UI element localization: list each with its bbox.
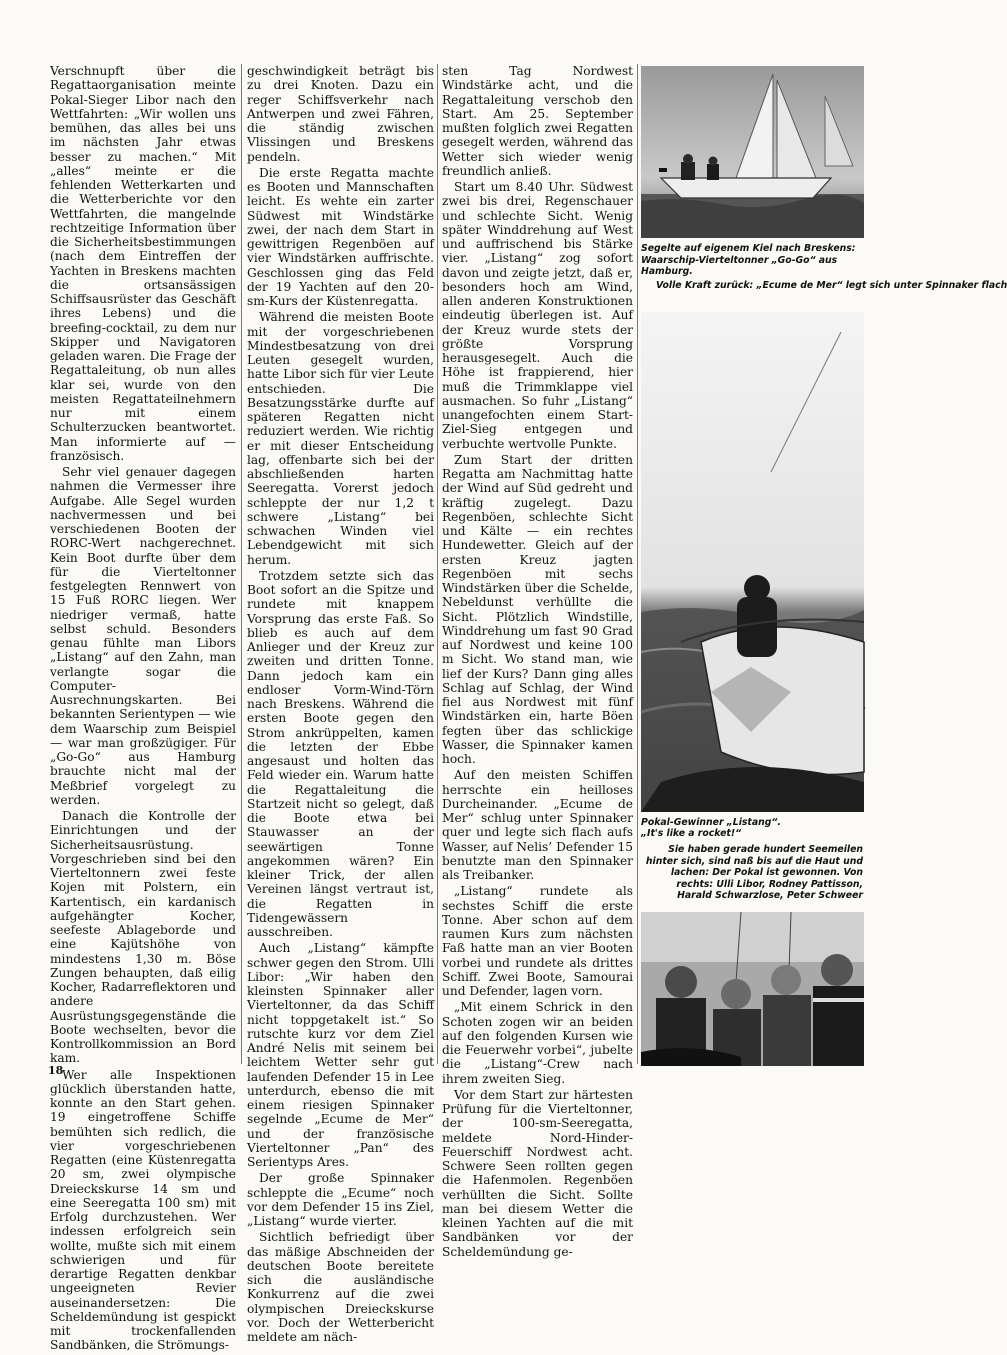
caption-ecume: Volle Kraft zurück: „Ecume de Mer“ legt sich unter Spinnaker flach: [656, 280, 1007, 291]
paragraph: Der große Spinnaker schleppte die „Ecume“ noch vor dem Defender 15 ins Ziel, „Listang“ wurde vierter.: [247, 1171, 434, 1228]
caption-listang-2: „It's like a rocket!“: [641, 828, 742, 839]
paragraph: Verschnupft über die Regattaorganisation meinte Pokal-Sieger Libor nach den Wettfahrten: „Wir wollen uns bemühen, das alles bei uns im nächsten Jahr etwas besser zu machen.“ Mit „alles“ meinte er die fehlenden Wetterkarten und die Wetterberichte vor den Wettfahrten, die mangelnde rechtzeitige Information über die Sicherheitsbestimmungen (nach dem Eintreffen der Yachten in Breskens machten die ortsansässigen Schiffsausrüster das Geschäft ihres Lebens) und die breefing-cocktail, zu dem nur Skipper und Navigatoren geladen waren. Die Frage der Regattaleitung, ob nun alles klar sei, wurde von den meisten Regattateilnehmern nur mit einem Schulterzucken beantwortet. Man informierte auf — französisch.: [50, 64, 236, 463]
paragraph: Die erste Regatta machte es Booten und Mannschaften leicht. Es wehte ein zarter Südwest mit Windstärke zwei, der nach dem Start in gewittrigen Regenböen auf vier Windstärken auffrischte. Geschlossen ging das Feld der 19 Yachten auf den 20-sm-Kurs der Küstenregatta.: [247, 165, 434, 308]
paragraph: Vor dem Start zur härtesten Prüfung für die Vierteltonner, der 100-sm-Seeregatta, meldete Nord-Hinder-Feuerschiff Nordwest acht. Schwere Seen rollten gegen die Hafenmolen. Regenböen verhüllten die Sicht. Sollte man bei diesem Wetter die kleinen Yachten auf die mit Sandbänken vor der Scheldemündung ge-: [442, 1087, 633, 1259]
paragraph: Zum Start der dritten Regatta am Nachmittag hatte der Wind auf Süd gedreht und kräftig zugelegt. Dazu Regenböen, schlechte Sicht und Kälte — ein rechtes Hundewetter. Gleich auf der ersten Kreuz jagten Regenböen mit sechs Windstärken über die Schelde, Nebeldunst verhüllte die Sicht. Plötzlich Windstille, Winddrehung um fast 90 Grad auf Nordwest und keine 100 m Sicht. Wo stand man, wie lief der Kurs? Dann ging alles Schlag auf Schlag, der Wind fiel aus Nordwest mit fünf Windstärken ein, harte Böen fegten über das schlickige Wasser, die Spinnaker kamen hoch.: [442, 452, 633, 766]
paragraph: Trotzdem setzte sich das Boot sofort an die Spitze und rundete mit knappem Vorsprung das erste Faß. So blieb es auch auf dem Anlieger und der Kreuz zur zweiten und dritten Tonne. Dann jedoch kam ein endloser Vorm-Wind-Törn nach Breskens. Während die ersten Boote gegen den Strom ankrüppelten, kamen die letzten der Ebbe angesaust und holten das Feld wieder ein. Warum hatte die Regattaleitung die Startzeit nicht so gelegt, daß die Boote etwa bei Stauwasser an der seewärtigen Tonne angekommen wären? Ein kleiner Trick, der allen Vereinen längst vertraut ist, die Regatten in Tidengewässern ausschreiben.: [247, 568, 434, 939]
column-rule: [241, 64, 242, 1064]
paragraph: Wer alle Inspektionen glücklich überstanden hatte, konnte an den Start gehen. 19 eingetroffene Schiffe bemühten sich redlich, die vier vorgeschriebenen Regatten (eine Küstenregatta 20 sm, zwei olympische Dreieckskurse 14 sm und eine Seeregatta 100 sm) mit Erfolg durchzustehen. Wer indessen erfolgreich sein wollte, mußte sich mit einem schwierigen und für derartige Regatten denkbar ungeeigneten Revier auseinandersetzen: Die Scheldemündung ist gespickt mit trockenfallenden Sandbänken, die Strömungs-: [50, 1067, 236, 1353]
paragraph: sten Tag Nordwest Windstärke acht, und die Regattaleitung verschob den Start. Am 25. September mußten folglich zwei Regatten gesegelt werden, während das Wetter sich wieder wenig freundlich anließ.: [442, 64, 633, 178]
paragraph: Während die meisten Boote mit der vorgeschriebenen Mindestbesatzung von drei Leuten gesegelt wurden, hatte Libor sich für vier Leute entschieden. Die Besatzungsstärke durfte auf späteren Regatten nicht reduziert werden. Wie richtig er mit dieser Entscheidung lag, offenbarte sich bei der abschließenden harten Seeregatta. Vorerst jedoch schleppte der nur 1,2 t schwere „Listang“ bei schwachen Winden viel Lebendgewicht mit sich herum.: [247, 310, 434, 567]
column-rule: [437, 64, 438, 1064]
article-column-3: [442, 64, 633, 1261]
paragraph: Danach die Kontrolle der Einrichtungen und der Sicherheitsausrüstung. Vorgeschrieben sind bei den Vierteltonnern zwei feste Kojen mit Polstern, ein Kartentisch, ein kardanisch aufgehängter Kocher, seefeste Ablageborde und eine Kajütshöhe von mindestens 1,30 m. Böse Zungen behaupten, daß eilig Kocher, Radarreflektoren und andere Ausrüstungsgegenstände die Boote wechselten, bevor die Kontrollkommission an Bord kam.: [50, 809, 236, 1066]
caption-go-go: Segelte auf eigenem Kiel nach Breskens: Waarschip-Vierteltonner „Go-Go“ aus Hamburg.: [641, 243, 856, 277]
paragraph: Sichtlich befriedigt über das mäßige Abschneiden der deutschen Boote bereitete sich die ausländische Konkurrenz auf die zwei olympischen Dreieckskurse vor. Doch der Wetterbericht meldete am näch-: [247, 1230, 434, 1344]
photo-go-go-sailboat: [641, 66, 864, 238]
article-column-2: [247, 64, 434, 1346]
article-column-1: [50, 64, 236, 1355]
photo-crew: [641, 912, 864, 1066]
paragraph: Auch „Listang“ kämpfte schwer gegen den Strom. Ulli Libor: „Wir haben den kleinsten Spinnaker aller Vierteltonner, da das Schiff nicht toppgetakelt ist.“ So rutschte kurz vor dem Ziel André Nelis mit seinem bei leichtem Wetter sehr gut laufenden Defender 15 in Lee unterdurch, ebenso die mit einem riesigen Spinnaker segelnde „Ecume de Mer“ und der französische Vierteltonner „Pan“ des Serientyps Ares.: [247, 941, 434, 1169]
caption-listang-1: Pokal-Gewinner „Listang“.: [641, 817, 781, 828]
paragraph: geschwindigkeit beträgt bis zu drei Knoten. Dazu ein reger Schiffsverkehr nach Antwerpen und zwei Fähren, die ständig zwischen Vlissingen und Breskens pendeln.: [247, 64, 434, 164]
paragraph: Start um 8.40 Uhr. Südwest zwei bis drei, Regenschauer und schlechte Sicht. Wenig später Winddrehung auf West und auffrischend bis Stärke vier. „Listang“ zog sofort davon und zeigte jetzt, daß er, besonders hoch am Wind, allen anderen Konstruktionen eindeutig überlegen ist. Auf der Kreuz wurde stets der größte Vorsprung herausgesegelt. Auch die Höhe ist frappierend, hier muß die Trimmklappe viel ausmachen. So fuhr „Listang“ unangefochten einem Start-Ziel-Sieg entgegen und verbuchte wertvolle Punkte.: [442, 180, 633, 451]
page-number: 18: [48, 1064, 64, 1077]
paragraph: Auf den meisten Schiffen herrschte ein heilloses Durcheinander. „Ecume de Mer“ schlug unter Spinnaker quer und legte sich flach aufs Wasser, auf Nelis’ Defender 15 benutzte man den Spinnaker als Treibanker.: [442, 768, 633, 882]
paragraph: Sehr viel genauer dagegen nahmen die Vermesser ihre Aufgabe. Alle Segel wurden nachvermessen und bei verschiedenen Booten der RORC-Wert nachgerechnet. Kein Boot durfte über dem für die Vierteltonner festgelegten Rennwert von 15 Fuß RORC liegen. Wer niedriger vermaß, hatte selbst schuld. Besonders genau fühlte man Libors „Listang“ auf den Zahn, man verlangte sogar die Computer-Ausrechnungskarten. Bei bekannten Serientypen — wie dem Waarschip zum Beispiel — war man großzügiger. Für „Go-Go“ aus Hamburg brauchte nicht mal der Meßbrief vorgelegt zu werden.: [50, 465, 236, 807]
paragraph: „Mit einem Schrick in den Schoten zogen wir an beiden auf den folgenden Kursen wie die Feuerwehr vorbei“, jubelte die „Listang“-Crew nach ihrem zweiten Sieg.: [442, 1000, 633, 1086]
column-rule: [637, 64, 638, 1064]
caption-crew: Sie haben gerade hundert Seemeilen hinter sich, sind naß bis auf die Haut und lachen: Der Pokal ist gewonnen. Von rechts: Ulli Libor, Rodney Pattisson, Harald Schwarzlose, Peter Schweer: [645, 844, 863, 901]
photo-listang-spinnaker: [641, 312, 864, 812]
paragraph: „Listang“ rundete als sechstes Schiff die erste Tonne. Aber schon auf dem raumen Kurs zum nächsten Faß hatte man an vier Booten vorbei und rundete als drittes Schiff. Zwei Boote, Samourai und Defender, lagen vorn.: [442, 884, 633, 998]
